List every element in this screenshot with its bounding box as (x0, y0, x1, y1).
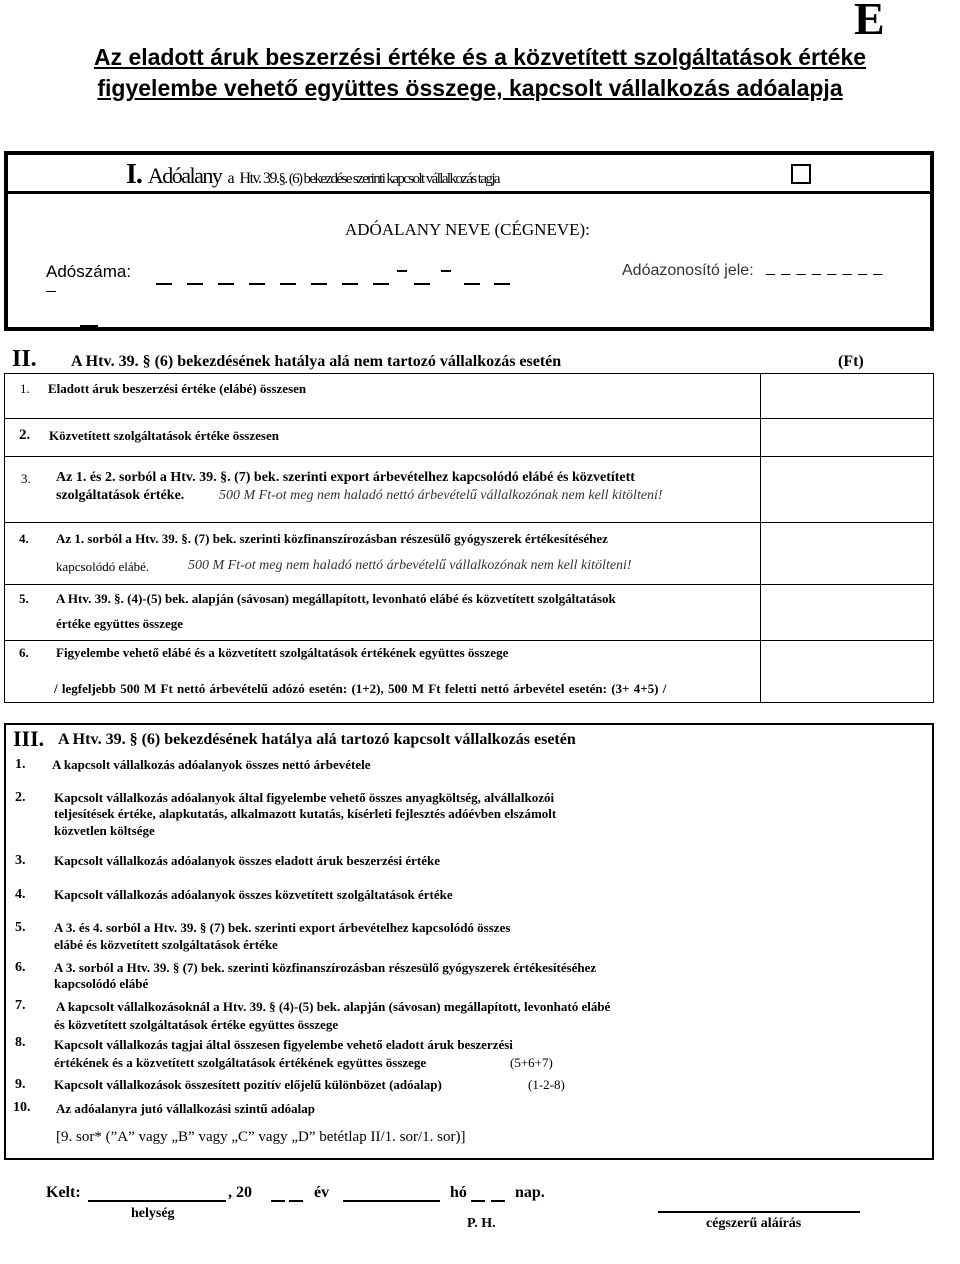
row-3-2-label-1: Kapcsolt vállalkozás adóalanyok által figyelembe vehető összes anyagköltség, alvállalkozói (54, 790, 555, 805)
value-cell-2-2[interactable] (762, 420, 932, 455)
row-2-3-label-2: szolgáltatások értéke. (56, 488, 185, 503)
day-digit-field[interactable] (491, 1200, 505, 1202)
row-3-8-formula: (5+6+7) (510, 1055, 553, 1070)
value-column-divider (760, 373, 761, 703)
row-3-5-num: 5. (15, 920, 26, 935)
tax-number-digit (311, 283, 327, 285)
tax-id-field[interactable]: _ _ _ _ _ _ _ _ (766, 259, 884, 276)
tax-id-label: Adóazonosító jele: (622, 262, 754, 279)
tax-number-digit (249, 283, 265, 285)
row-2-2-label: Közvetített szolgáltatások értéke összesen (49, 428, 279, 443)
section-1-label-b: a (227, 170, 234, 187)
row-3-2-label-3: közvetlen költsége (54, 823, 155, 838)
tax-number-digit (342, 283, 358, 285)
row-3-1-num: 1. (15, 757, 26, 772)
row-2-6-num: 6. (19, 645, 29, 660)
section-3-heading: A Htv. 39. § (6) bekezdésének hatálya alá tartozó kapcsolt vállalkozás esetén (58, 731, 576, 748)
row-3-3-num: 3. (15, 853, 26, 868)
row-3-9-num: 9. (15, 1077, 26, 1092)
tax-number-digit (80, 325, 98, 327)
tax-number-label: Adószáma: (46, 262, 132, 281)
row-3-6-label-2: kapcsolódó elábé (54, 976, 149, 991)
row-3-2-num: 2. (15, 790, 26, 805)
section-1-label-d: §. (6) bekezdése szerinti kapcsolt vállalkozás tagja (278, 171, 499, 187)
row-2-5-label-1: A Htv. 39. §. (4)-(5) bek. alapján (sávosan) megállapított, levonható elábé és közvetített szolgáltatások (56, 591, 616, 606)
kelt-label: Kelt: (46, 1184, 81, 1201)
row-3-8-label-1: Kapcsolt vállalkozás tagjai által összesen figyelembe vehető eladott áruk beszerzési (54, 1037, 513, 1052)
row-2-4-num: 4. (19, 531, 29, 546)
row-2-3-label-1: Az 1. és 2. sorból a Htv. 39. §. (7) bek. szerinti export árbevételhez kapcsolódó elábé és közvetített (56, 470, 635, 485)
section-2-roman: II. (12, 346, 37, 372)
row-2-5-num: 5. (19, 591, 29, 606)
row-3-8-label-2: értékének és a közvetített szolgáltatások értékének együttes összege (54, 1055, 427, 1070)
row-3-1-label: A kapcsolt vállalkozás adóalanyok összes nettó árbevétele (52, 757, 371, 772)
value-cell-2-5[interactable] (762, 586, 932, 639)
row-divider (4, 456, 934, 457)
section-2-heading: A Htv. 39. § (6) bekezdésének hatálya alá nem tartozó vállalkozás esetén (71, 353, 562, 370)
row-2-1-num: 1. (20, 381, 30, 396)
row-3-6-label-1: A 3. sorból a Htv. 39. § (7) bek. szerinti közfinanszírozásban részesülő gyógyszerek értékesítéséhez (54, 960, 597, 975)
page-title-line2: figyelembe vehető együttes összege, kapcsolt vállalkozás adóalapja (97, 75, 843, 101)
row-3-6-num: 6. (15, 960, 26, 975)
row-2-3-note: 500 M Ft-ot meg nem haladó nettó árbevételű vállalkozónak nem kell kitölteni! (219, 488, 663, 503)
signature-field[interactable] (658, 1211, 860, 1213)
form-letter: E (854, 0, 885, 44)
month-label: hó (450, 1184, 467, 1201)
year-digit-field[interactable] (271, 1200, 285, 1202)
row-2-3-num: 3. (21, 471, 31, 486)
row-divider (4, 584, 934, 585)
row-2-1-label: Eladott áruk beszerzési értéke (elábé) összesen (48, 381, 307, 396)
tax-number-digit (280, 283, 296, 285)
row-3-5-label-1: A 3. és 4. sorból a Htv. 39. § (7) bek. szerinti export árbevételhez kapcsolódó összes (54, 920, 511, 935)
row-2-4-label-2: kapcsolódó elábé. (56, 559, 150, 574)
year-label: év (314, 1184, 330, 1201)
row-3-9-formula: (1-2-8) (528, 1077, 565, 1092)
row-2-4-label-1: Az 1. sorból a Htv. 39. §. (7) bek. szerinti közfinanszírozásban részesülő gyógyszerek értékesítéséhez (56, 531, 608, 546)
row-3-7-label-1: A kapcsolt vállalkozásoknál a Htv. 39. § (4)-(5) bek. alapján (sávosan) megállapított, levonható elábé (56, 999, 611, 1014)
tax-number-digit (187, 283, 203, 285)
section-3-roman: III. (13, 726, 45, 751)
year-digit-field[interactable] (289, 1200, 303, 1202)
value-cell-2-1[interactable] (762, 375, 932, 417)
row-divider (4, 418, 934, 419)
row-2-5-label-2: értéke együttes összege (56, 616, 184, 631)
section-1-label-c: Htv. 39. (239, 170, 279, 187)
value-cell-2-6[interactable] (762, 642, 932, 702)
page-title-line1: Az eladott áruk beszerzési értéke és a közvetített szolgáltatások értéke (93, 44, 867, 70)
row-2-2-num: 2. (19, 427, 31, 443)
tax-number-dash (397, 270, 407, 272)
row-3-7-num: 7. (15, 998, 26, 1013)
row-3-2-label-2: teljesítések értéke, alapkutatás, alkalmazott kutatás, kísérleti fejlesztés adóévben elszámolt (54, 806, 557, 821)
place-caption: helység (131, 1206, 175, 1221)
tax-number-digit (373, 283, 389, 285)
row-3-4-label: Kapcsolt vállalkozás adóalanyok összes közvetített szolgáltatások értéke (54, 887, 453, 902)
row-3-10-label-2: [9. sor* (”A” vagy „B” vagy „C” vagy „D” betétlap II/1. sor/1. sor)] (56, 1129, 466, 1145)
month-field[interactable] (343, 1200, 440, 1202)
row-3-5-label-2: elábé és közvetített szolgáltatások értéke (54, 937, 278, 952)
row-3-10-num: 10. (13, 1100, 31, 1115)
value-cell-2-4[interactable] (762, 524, 932, 583)
tax-number-digit (218, 283, 234, 285)
tax-number-digit (46, 291, 56, 292)
tax-number-dash (441, 270, 451, 272)
section-1-label-a: Adóalany (147, 163, 222, 188)
place-field[interactable] (88, 1200, 226, 1202)
year-prefix: , 20 (228, 1184, 252, 1201)
day-digit-field[interactable] (471, 1200, 485, 1202)
day-label: nap. (515, 1184, 545, 1201)
member-checkbox[interactable] (791, 164, 811, 184)
tax-number-digit (464, 283, 480, 285)
stamp-label: P. H. (467, 1216, 496, 1231)
section-1-heading (126, 159, 499, 191)
row-3-8-num: 8. (15, 1035, 26, 1050)
row-3-9-label: Kapcsolt vállalkozások összesített pozitív előjelű különbözet (adóalap) (54, 1077, 442, 1092)
row-divider (4, 640, 934, 641)
signature-caption: cégszerű aláírás (706, 1216, 802, 1231)
row-divider (4, 522, 934, 523)
value-cell-2-3[interactable] (762, 458, 932, 521)
tax-number-digit (414, 283, 430, 285)
row-3-7-label-2: és közvetített szolgáltatások értéke együttes összege (54, 1017, 339, 1032)
row-2-6-label-2: / legfeljebb 500 M Ft nettó árbevételű adózó esetén: (1+2), 500 M Ft feletti nettó árbevétel esetén: (3+ 4+5) / (54, 681, 667, 696)
row-3-3-label: Kapcsolt vállalkozás adóalanyok összes eladott áruk beszerzési értéke (54, 853, 440, 868)
unit-label: (Ft) (838, 353, 864, 370)
section-1-roman: I. (126, 159, 142, 190)
row-3-4-num: 4. (15, 887, 26, 902)
row-2-4-note: 500 M Ft-ot meg nem haladó nettó árbevételű vállalkozónak nem kell kitölteni! (188, 558, 632, 573)
tax-number-digit (156, 283, 172, 285)
section-1-divider (4, 191, 934, 194)
row-2-6-label-1: Figyelembe vehető elábé és a közvetített szolgáltatások értékének együttes összege (56, 645, 509, 660)
row-3-10-label-1: Az adóalanyra jutó vállalkozási szintű adóalap (56, 1101, 315, 1116)
taxpayer-name-label: ADÓALANY NEVE (CÉGNEVE): (345, 220, 590, 239)
tax-number-digit (494, 283, 510, 285)
